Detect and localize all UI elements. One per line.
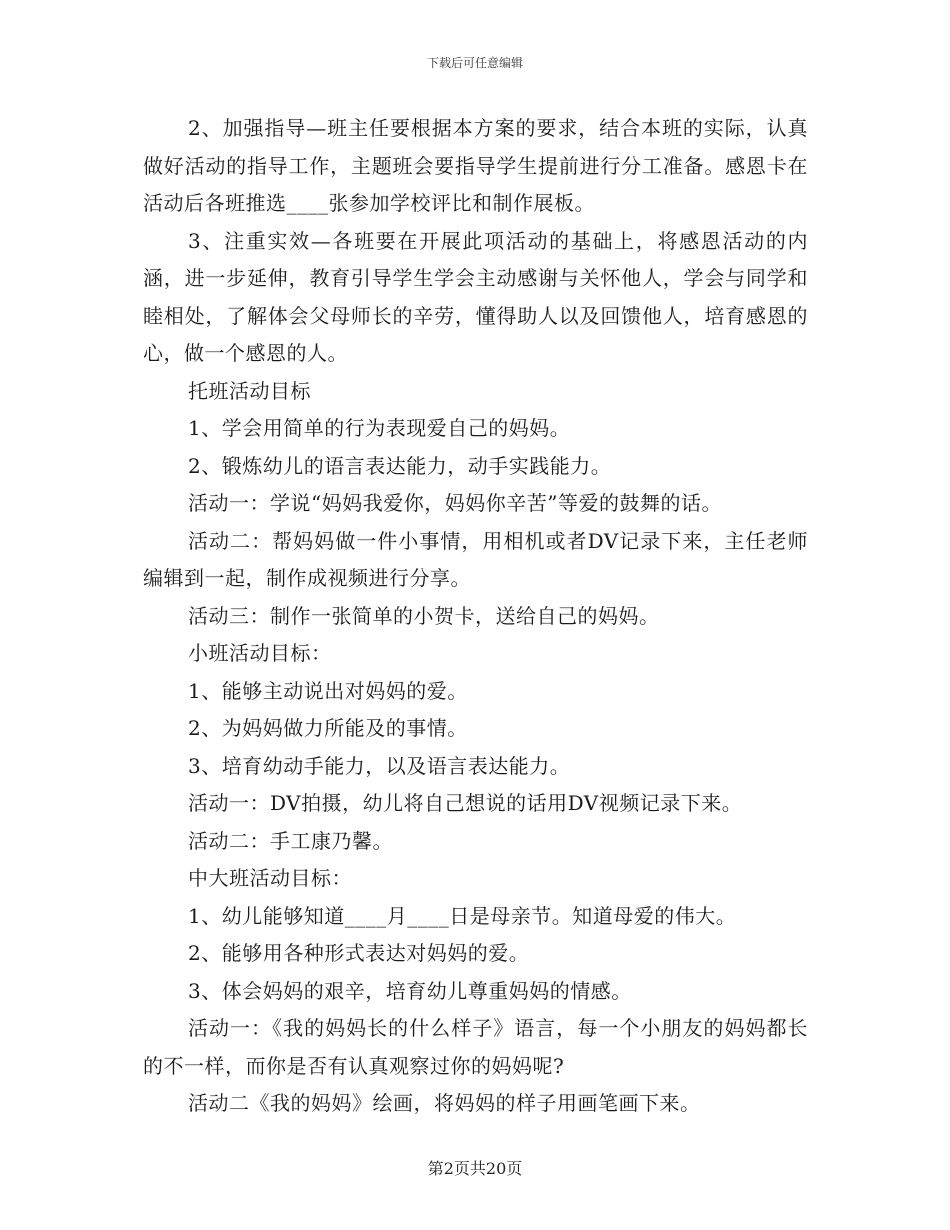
list-item: 1、能够主动说出对妈妈的爱。 — [188, 678, 468, 703]
paragraph: 活动二《我的妈妈》绘画，将妈妈的样子用画笔画下来。 — [188, 1091, 701, 1115]
paragraph: 活动二：帮妈妈做一件小事情，用相机或者DV记录下来，主任老师编辑到一起，制作成视频进行分享。 — [143, 528, 808, 590]
section-heading: 中大班活动目标： — [188, 866, 352, 890]
list-item: 1、学会用简单的行为表现爱自己的妈妈。 — [188, 416, 571, 440]
page-footer: 第2页共20页 — [427, 1159, 523, 1178]
document-body — [143, 110, 808, 1123]
paragraph: 活动一：学说“妈妈我爱你，妈妈你辛苦”等爱的鼓舞的话。 — [188, 491, 722, 515]
paragraph: 活动三：制作一张简单的小贺卡，送给自己的妈妈。 — [188, 603, 660, 628]
paragraph: 活动二：手工康乃馨。 — [188, 828, 393, 853]
list-item: 3、培育幼动手能力，以及语言表达能力。 — [188, 753, 571, 778]
list-item: 2、锻炼幼儿的语言表达能力，动手实践能力。 — [188, 453, 612, 478]
section-heading: 小班活动目标： — [188, 641, 332, 665]
list-item: 1、幼儿能够知道____月____日是母亲节。知道母爱的伟大。 — [188, 903, 737, 928]
list-item: 3、体会妈妈的艰辛，培育幼儿尊重妈妈的情感。 — [188, 978, 632, 1003]
page-header: 下载后可任意编辑 — [426, 56, 523, 70]
paragraph: 3、注重实效—各班要在开展此项活动的基础上，将感恩活动的内涵，进一步延伸，教育引导学生学会主动感谢与关怀他人，学会与同学和睦相处，了解体会父母师长的辛劳，懂得助人以及回馈他人，培育感恩的心，做一个感恩的人。 — [143, 228, 808, 365]
paragraph: 活动一：《我的妈妈长的什么样子》语言，每一个小朋友的妈妈都长的不一样，而你是否有认真观察过你的妈妈呢? — [143, 1016, 808, 1078]
section-heading: 托班活动目标 — [188, 378, 311, 403]
list-item: 2、为妈妈做力所能及的事情。 — [188, 716, 468, 740]
paragraph: 2、加强指导—班主任要根据本方案的要求，结合本班的实际，认真做好活动的指导工作，主题班会要指导学生提前进行分工准备。感恩卡在活动后各班推选____张参加学校评比和制作展板。 — [143, 116, 808, 215]
list-item: 2、能够用各种形式表达对妈妈的爱。 — [188, 941, 530, 965]
paragraph: 活动一：DV拍摄，幼儿将自己想说的话用DV视频记录下来。 — [188, 791, 743, 815]
